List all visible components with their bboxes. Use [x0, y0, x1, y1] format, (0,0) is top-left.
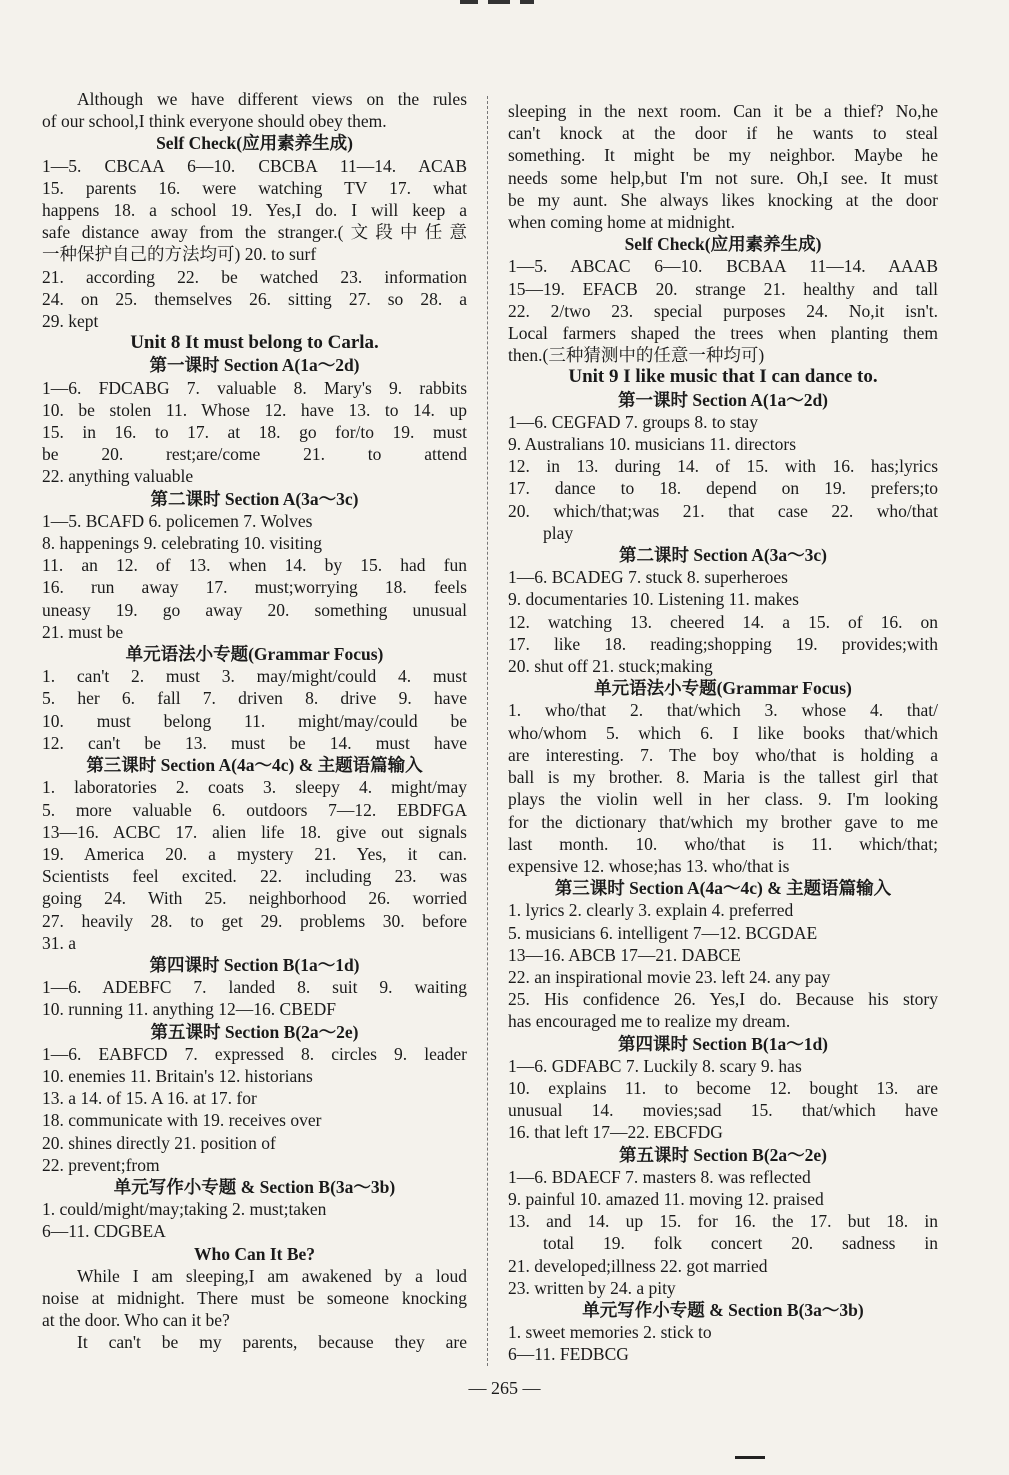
answer-line: 13—16. ACBC 17. alien life 18. give out signals [42, 821, 467, 842]
answer-line: 19. America 20. a mystery 21. Yes, it can. [42, 843, 467, 864]
section-heading: 第五课时 Section B(2a～2e) [150, 1021, 359, 1042]
section-heading: 单元写作小专题 & Section B(3a～3b) [113, 1176, 396, 1197]
answer-line: 6—11. CDGBEA [42, 1221, 166, 1242]
answer-line: 1—6. ADEBFC 7. landed 8. suit 9. waiting [42, 977, 467, 998]
answer-line: last month. 10. who/that is 11. which/that; [508, 833, 938, 854]
answer-line: 10. enemies 11. Britain's 12. historians [42, 1065, 313, 1086]
section-heading: Who Can It Be? [193, 1243, 316, 1264]
section-heading: 第四课时 Section B(1a～1d) [618, 1033, 828, 1054]
answer-line: While I am sleeping,I am awakened by a loud [77, 1265, 467, 1286]
answer-line: 5. her 6. fall 7. driven 8. drive 9. have [42, 688, 467, 709]
answer-line: ball is my brother. 8. Maria is the tallest girl that [508, 767, 938, 788]
answer-line: 18. communicate with 19. receives over [42, 1110, 322, 1131]
answer-line: 1—5. CBCAA 6—10. CBCBA 11—14. ACAB [42, 155, 467, 176]
left-column [42, 88, 467, 1354]
answer-line: 1—5. BCAFD 6. policemen 7. Wolves [42, 510, 313, 531]
answer-line: 25. His confidence 26. Yes,I do. Because his story [508, 989, 938, 1010]
answer-line: 1. laboratories 2. coats 3. sleepy 4. might/may [42, 777, 467, 798]
section-heading: Unit 9 I like music that I can dance to. [568, 366, 878, 388]
answer-line: 21. must be [42, 621, 124, 642]
answer-line: 22. an inspirational movie 23. left 24. any pay [508, 966, 831, 987]
answer-line: 10. running 11. anything 12—16. CBEDF [42, 999, 336, 1020]
answer-line: 17. like 18. reading;shopping 19. provides;with [508, 633, 938, 654]
section-heading: 单元语法小专题(Grammar Focus) [594, 678, 852, 699]
section-heading: 第一课时 Section A(1a～2d) [618, 389, 828, 410]
answer-line: 24. on 25. themselves 26. sitting 27. so 28. a [42, 288, 467, 309]
answer-line: 9. Australians 10. musicians 11. directors [508, 434, 797, 455]
section-heading: 单元写作小专题 & Section B(3a～3b) [582, 1299, 864, 1320]
column-divider [487, 96, 488, 1366]
answer-line: sleeping in the next room. Can it be a thief? No,he [508, 101, 938, 121]
answer-line: can't knock at the door if he wants to steal [508, 123, 938, 144]
answer-line: be my aunt. She always likes knocking at the door [508, 189, 938, 210]
answer-line: 22. anything valuable [42, 466, 194, 487]
answer-line: 13. a 14. of 15. A 16. at 17. for [42, 1088, 257, 1109]
answer-line: 13. and 14. up 15. for 16. the 17. but 18. in [508, 1211, 938, 1232]
answer-line: Scientists feel excited. 22. including 23. was [42, 866, 467, 887]
answer-line: at the door. Who can it be? [42, 1310, 230, 1331]
bottom-printer-mark [735, 1456, 765, 1459]
answer-line: 16. run away 17. must;worrying 18. feels [42, 577, 467, 598]
answer-line: 1. can't 2. must 3. may/might/could 4. must [42, 666, 467, 687]
answer-line: 12. in 13. during 14. of 15. with 16. has;lyrics [508, 456, 938, 477]
answer-line: 1—6. GDFABC 7. Luckily 8. scary 9. has [508, 1055, 802, 1076]
answer-line: 1—6. CEGFAD 7. groups 8. to stay [508, 411, 759, 432]
answer-line: 9. painful 10. amazed 11. moving 12. praised [508, 1188, 824, 1209]
answer-line: play [543, 522, 574, 543]
answer-line: when coming home at midnight. [508, 212, 735, 233]
answer-line: plays the violin well in her class. 9. I'm looking [508, 789, 938, 810]
right-column [508, 100, 938, 1366]
answer-line: uneasy 19. go away 20. something unusual [42, 599, 467, 620]
answer-line: are interesting. 7. The boy who/that is holding a [508, 744, 938, 765]
top-printer-marks [460, 0, 540, 6]
section-heading: 第二课时 Section A(3a～3c) [150, 488, 359, 509]
answer-line: 29. kept [42, 311, 99, 332]
answer-line: 1. could/might/may;taking 2. must;taken [42, 1199, 327, 1220]
section-heading: 第一课时 Section A(1a～2d) [149, 355, 360, 376]
section-heading: 第五课时 Section B(2a～2e) [618, 1144, 828, 1165]
answer-line: 20. which/that;was 21. that case 22. who/that [508, 500, 938, 521]
answer-line: 31. a [42, 932, 77, 953]
answer-line: 12. watching 13. cheered 14. a 15. of 16. on [508, 611, 938, 632]
answer-line: 21. developed;illness 22. got married [508, 1255, 768, 1276]
answer-line: 8. happenings 9. celebrating 10. visiting [42, 533, 322, 554]
answer-line: 1—6. FDCABG 7. valuable 8. Mary's 9. rabbits [42, 377, 467, 398]
answer-line: 21. according 22. be watched 23. information [42, 266, 467, 287]
section-heading: 第三课时 Section A(4a～4c) & 主题语篇输入 [86, 755, 423, 776]
answer-line: be 20. rest;are/come 21. to attend [42, 444, 467, 465]
answer-line: 一种保护自己的方法均可) 20. to surf [42, 244, 317, 265]
answer-line: 22. prevent;from [42, 1154, 160, 1175]
section-heading: 第四课时 Section B(1a～1d) [149, 954, 360, 975]
page-number: — 265 — [468, 1378, 541, 1398]
answer-line: Local farmers shaped the trees when planting them [508, 323, 938, 344]
answer-line: 20. shut off 21. stuck;making [508, 656, 713, 677]
section-heading: Self Check(应用素养生成) [624, 234, 822, 255]
section-heading: Self Check(应用素养生成) [156, 133, 353, 154]
answer-line: has encouraged me to realize my dream. [508, 1011, 791, 1032]
answer-line: something. It might be my neighbor. Maybe he [508, 145, 938, 166]
answer-line: 1—6. EABFCD 7. expressed 8. circles 9. leader [42, 1043, 467, 1064]
answer-line: needs some help,but I'm not sure. Oh,I see. It must [508, 167, 938, 188]
answer-line: 1—5. ABCAC 6—10. BCBAA 11—14. AAAB [508, 256, 938, 277]
answer-line: for the dictionary that/which my brother gave to me [508, 811, 938, 832]
answer-line: 20. shines directly 21. position of [42, 1132, 276, 1153]
answer-line: 10. explains 11. to become 12. bought 13. are [508, 1077, 938, 1098]
answer-line: Although we have different views on the rules [77, 89, 467, 109]
answer-line: noise at midnight. There must be someone knocking [42, 1287, 467, 1308]
section-heading: 单元语法小专题(Grammar Focus) [125, 644, 384, 665]
section-heading: Unit 8 It must belong to Carla. [130, 332, 379, 354]
answer-line: happens 18. a school 19. Yes,I do. I will keep a [42, 200, 467, 221]
answer-line: It can't be my parents, because they are [77, 1332, 467, 1353]
answer-line: 15. parents 16. were watching TV 17. what [42, 177, 467, 198]
answer-line: 23. written by 24. a pity [508, 1277, 676, 1298]
answer-line: 11. an 12. of 13. when 14. by 15. had fun [42, 555, 467, 576]
answer-line: 10. be stolen 11. Whose 12. have 13. to 14. up [42, 399, 467, 420]
answer-line: 15—19. EFACB 20. strange 21. healthy and tall [508, 278, 938, 299]
answer-line: 1—6. BDAECF 7. masters 8. was reflected [508, 1166, 811, 1187]
answer-line: 17. dance to 18. depend on 19. prefers;to [508, 478, 938, 499]
answer-line: 27. heavily 28. to get 29. problems 30. before [42, 910, 467, 931]
answer-line: 22. 2/two 23. special purposes 24. No,it isn't. [508, 300, 938, 321]
answer-line: total 19. folk concert 20. sadness in [543, 1233, 938, 1254]
answer-line: who/whom 5. which 6. I like books that/which [508, 722, 938, 743]
section-heading: 第二课时 Section A(3a～3c) [618, 545, 828, 566]
answer-line: 1. who/that 2. that/which 3. whose 4. that/ [508, 700, 938, 721]
answer-line: going 24. With 25. neighborhood 26. worried [42, 888, 467, 909]
section-heading: 第三课时 Section A(4a～4c) & 主题语篇输入 [554, 878, 892, 899]
answer-line: 12. can't be 13. must be 14. must have [42, 732, 467, 753]
answer-line: 5. more valuable 6. outdoors 7—12. EBDFGA [42, 799, 467, 820]
answer-line: 1—6. BCADEG 7. stuck 8. superheroes [508, 567, 788, 588]
answer-line: 9. documentaries 10. Listening 11. makes [508, 589, 799, 610]
answer-line: then.(三种猜测中的任意一种均可) [508, 345, 765, 366]
answer-line: 13—16. ABCB 17—21. DABCE [508, 944, 741, 965]
answer-line: 15. in 16. to 17. at 18. go for/to 19. must [42, 422, 467, 443]
answer-line: expensive 12. whose;has 13. who/that is [508, 855, 790, 876]
answer-line: of our school,I think everyone should obey them. [42, 111, 387, 132]
answer-line: safe distance away from the stranger.(文段中任意 [42, 222, 467, 243]
answer-line: unusual 14. movies;sad 15. that/which have [508, 1100, 938, 1121]
answer-line: 10. must belong 11. might/may/could be [42, 710, 467, 731]
answer-line: 16. that left 17—22. EBCFDG [508, 1122, 723, 1143]
answer-line: 5. musicians 6. intelligent 7—12. BCGDAE [508, 922, 818, 943]
answer-line: 1. lyrics 2. clearly 3. explain 4. preferred [508, 900, 794, 921]
answer-line: 6—11. FEDBCG [508, 1344, 629, 1365]
answer-line: 1. sweet memories 2. stick to [508, 1322, 712, 1343]
